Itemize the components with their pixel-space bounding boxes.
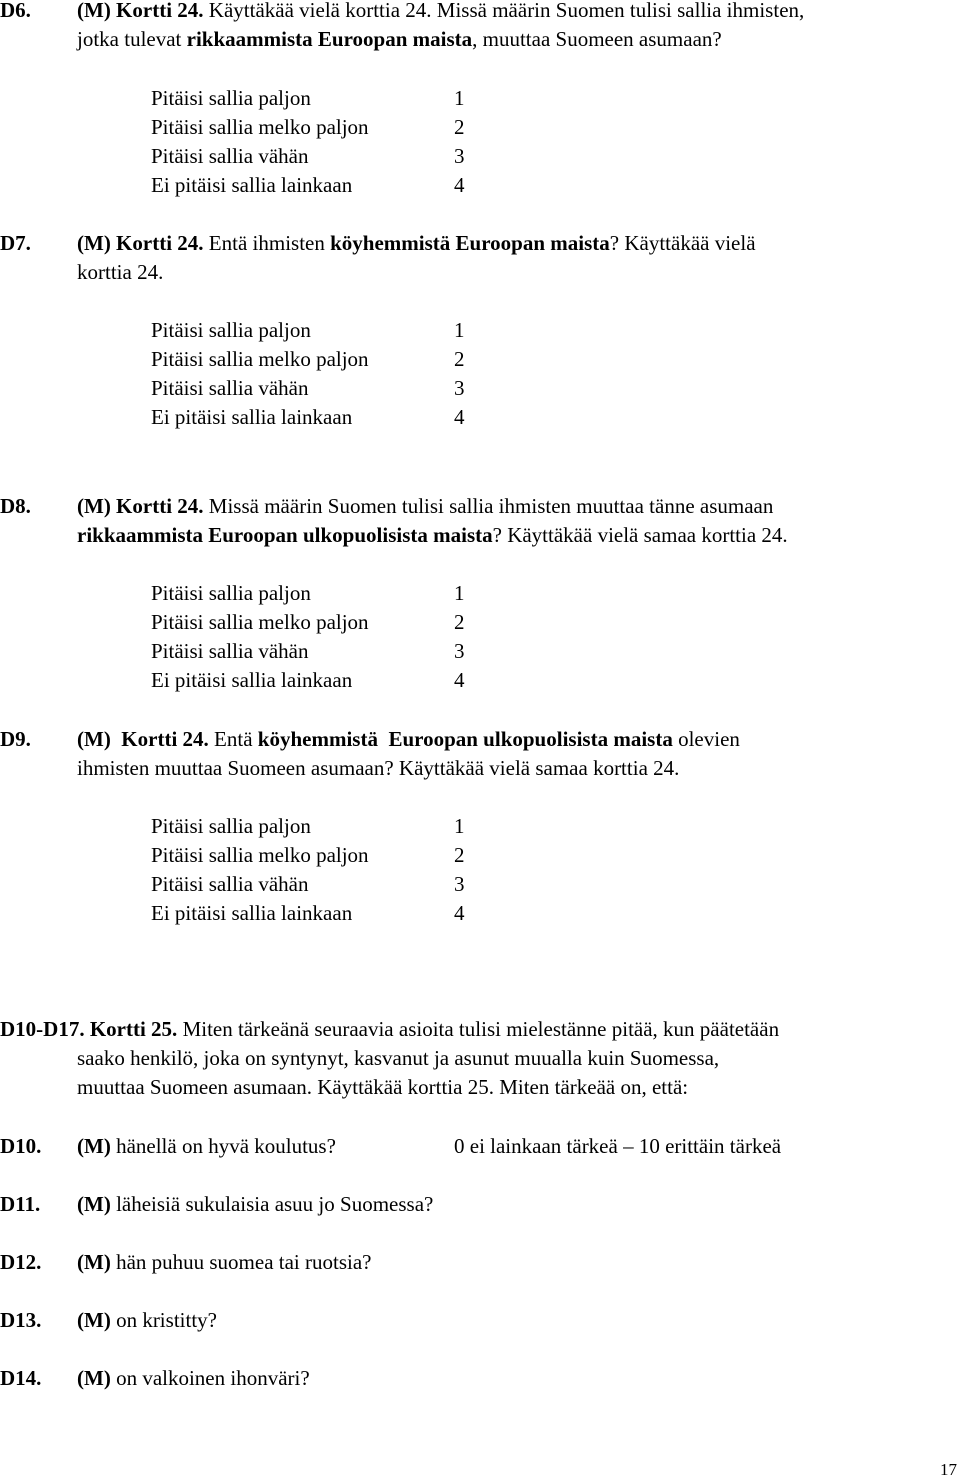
item-text-d11: (M) läheisiä sukulaisia asuu jo Suomessa?	[77, 1192, 434, 1216]
question-text-d7-line1: (M) Kortti 24. Entä ihmisten köyhemmistä Euroopan maista? Käyttäkää vielä	[77, 231, 756, 255]
option-label: Pitäisi sallia vähän	[151, 144, 309, 168]
question-id-d6: D6.	[0, 0, 31, 22]
option-label: Pitäisi sallia melko paljon	[151, 347, 369, 371]
option-label: Ei pitäisi sallia lainkaan	[151, 901, 353, 925]
option-label: Ei pitäisi sallia lainkaan	[151, 668, 353, 692]
section-intro-line2: saako henkilö, joka on syntynyt, kasvanut ja asunut muualla kuin Suomessa,	[77, 1046, 720, 1070]
option-label: Ei pitäisi sallia lainkaan	[151, 173, 353, 197]
option-code: 3	[454, 872, 465, 896]
option-label: Pitäisi sallia vähän	[151, 872, 309, 896]
option-code: 2	[454, 347, 465, 371]
question-id-d8: D8.	[0, 494, 31, 518]
item-text-d14: (M) on valkoinen ihonväri?	[77, 1366, 310, 1390]
question-text-d9-line1: (M) Kortti 24. Entä köyhemmistä Euroopan ulkopuolisista maista olevien	[77, 727, 740, 751]
option-label: Ei pitäisi sallia lainkaan	[151, 405, 353, 429]
item-text-d10: (M) hänellä on hyvä koulutus?	[77, 1134, 336, 1158]
option-label: Pitäisi sallia paljon	[151, 86, 311, 110]
option-code: 4	[454, 668, 465, 692]
option-code: 2	[454, 115, 465, 139]
option-code: 1	[454, 86, 465, 110]
importance-scale: 0 ei lainkaan tärkeä – 10 erittäin tärkeä	[454, 1134, 782, 1158]
option-code: 2	[454, 843, 465, 867]
page-number: 17	[940, 1460, 957, 1479]
option-code: 1	[454, 814, 465, 838]
option-code: 3	[454, 376, 465, 400]
item-text-d12: (M) hän puhuu suomea tai ruotsia?	[77, 1250, 372, 1274]
option-label: Pitäisi sallia paljon	[151, 318, 311, 342]
option-label: Pitäisi sallia melko paljon	[151, 843, 369, 867]
question-text-d8-line2: rikkaammista Euroopan ulkopuolisista maista? Käyttäkää vielä samaa korttia 24.	[77, 523, 788, 547]
option-code: 4	[454, 901, 465, 925]
item-id-d14: D14.	[0, 1366, 42, 1390]
option-code: 4	[454, 405, 465, 429]
option-label: Pitäisi sallia melko paljon	[151, 610, 369, 634]
option-label: Pitäisi sallia paljon	[151, 581, 311, 605]
option-code: 1	[454, 318, 465, 342]
item-id-d11: D11.	[0, 1192, 41, 1216]
question-text-d9-line2: ihmisten muuttaa Suomeen asumaan? Käyttäkää vielä samaa korttia 24.	[77, 756, 680, 780]
item-text-d13: (M) on kristitty?	[77, 1308, 217, 1332]
question-text-d6-line1: (M) Kortti 24. Käyttäkää vielä korttia 24. Missä määrin Suomen tulisi sallia ihmisten,	[77, 0, 805, 22]
question-id-d9: D9.	[0, 727, 31, 751]
item-id-d10: D10.	[0, 1134, 42, 1158]
option-code: 3	[454, 639, 465, 663]
question-id-d7: D7.	[0, 231, 31, 255]
option-code: 4	[454, 173, 465, 197]
option-label: Pitäisi sallia vähän	[151, 639, 309, 663]
item-id-d13: D13.	[0, 1308, 42, 1332]
option-code: 2	[454, 610, 465, 634]
option-code: 1	[454, 581, 465, 605]
question-text-d7-line2: korttia 24.	[77, 260, 164, 284]
option-label: Pitäisi sallia vähän	[151, 376, 309, 400]
item-id-d12: D12.	[0, 1250, 42, 1274]
section-intro-d10-d17: D10-D17. Kortti 25. Miten tärkeänä seuraavia asioita tulisi mielestänne pitää, kun päätetään	[0, 1017, 780, 1041]
section-intro-line3: muuttaa Suomeen asumaan. Käyttäkää korttia 25. Miten tärkeää on, että:	[77, 1075, 689, 1099]
question-text-d8-line1: (M) Kortti 24. Missä määrin Suomen tulisi sallia ihmisten muuttaa tänne asumaan	[77, 494, 774, 518]
option-label: Pitäisi sallia paljon	[151, 814, 311, 838]
option-label: Pitäisi sallia melko paljon	[151, 115, 369, 139]
option-code: 3	[454, 144, 465, 168]
question-text-d6-line2: jotka tulevat rikkaammista Euroopan maista, muuttaa Suomeen asumaan?	[77, 27, 722, 51]
